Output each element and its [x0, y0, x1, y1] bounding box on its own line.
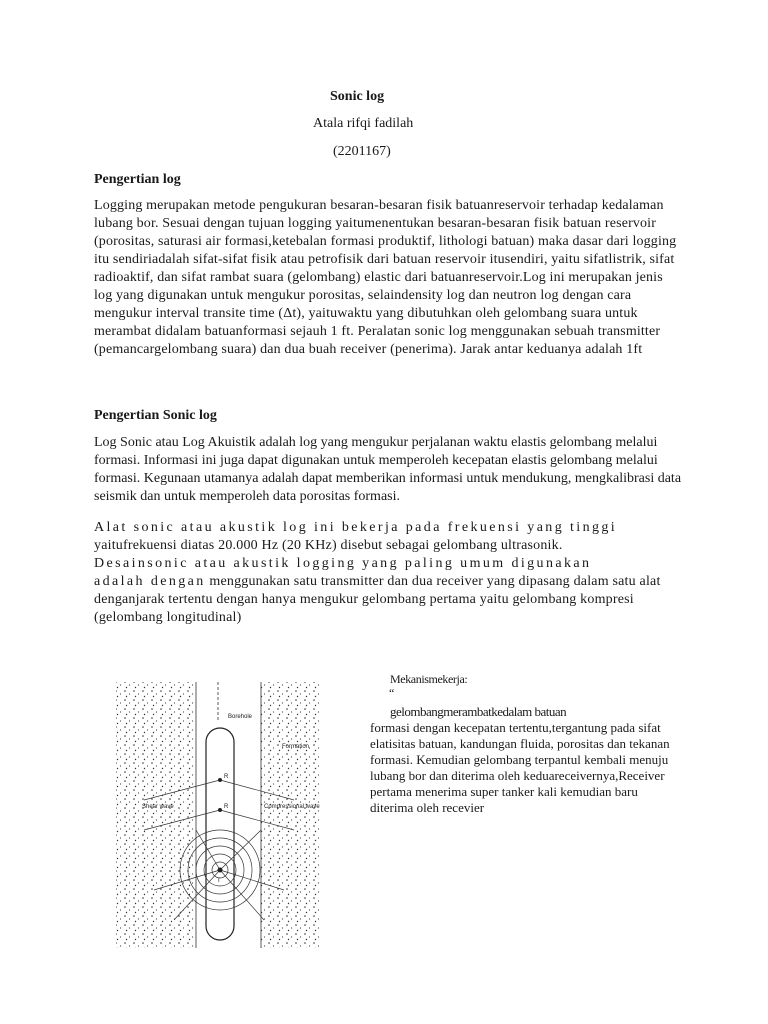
mechanism-description: [370, 704, 670, 816]
section-heading-pengertian-sonic-log: Pengertian Sonic log: [94, 408, 217, 423]
paragraph-pengertian-sonic-log: Log Sonic atau Log Akuistik adalah log yang mengukur perjalanan waktu elastis gelombang melalui formasi. Informasi ini juga dapat digunakan untuk memperoleh kecepatan elastis gelombang melalui formasi. Kegunaan utamanya adalah dapat memberikan informasi untuk mendukung, mengkalibrasi data seismik dan untuk memperoleh data porositas formasi.: [94, 435, 682, 504]
paragraph-alat-sonic: [94, 519, 684, 627]
sonic-tool-body: [206, 728, 234, 940]
paragraph-alat-sonic-line4a: adalah dengan: [94, 574, 206, 589]
document-title: Sonic log: [330, 89, 385, 104]
mechanism-first-line: gelombangmerambatkedalam batuan: [390, 704, 567, 719]
section-heading-pengertian-log: Pengertian log: [94, 172, 181, 187]
label-shear-wave: Shear wave: [142, 804, 174, 810]
sonic-tool-diagram: [114, 680, 323, 950]
paragraph-pengertian-log: Logging merupakan metode pengukuran besaran-besaran fisik batuanreservoir terhadap kedalaman lubang bor. Sesuai dengan tujuan logging yaitumenentukan besaran-besaran fisik batuan reservoir (porositas, saturasi air formasi,ketebalan formasi produktif, lithologi batuan) maka dasar dari logging itu sendiriadalah sifat-sifat fisik atau petrofisik dari batuan reservoir itusendiri, yaitu sifatlistrik, sifat radioaktif, dan sifat rambat suara (gelombang) elastic dari batuanreservoir.Log ini merupakan jenis log yang digunakan untuk mengukur porositas, selaindensity log dan neutron log dengan cara mengukur interval transite time (Δt), yaituwaktu yang dibutuhkan oleh gelombang suara untuk merambat didalam batuanformasi sejauh 1 ft. Peralatan sonic log menggunakan sebuah transmitter (pemancargelombang suara) dan dua buah receiver (penerima). Jarak antar keduanya adalah 1ft: [94, 198, 677, 357]
paragraph-alat-sonic-line1: Alat sonic atau akustik log ini bekerja pada frekuensi yang tinggi: [94, 520, 618, 535]
mechanism-label: Mekanismekerja:: [390, 672, 468, 686]
student-id: (2201167): [333, 144, 391, 159]
paragraph-alat-sonic-line2: yaitufrekuensi diatas 20.000 Hz (20 KHz) disebut sebagai gelombang ultrasonik.: [94, 538, 563, 553]
paragraph-alat-sonic-line4: [94, 573, 684, 627]
paragraph-alat-sonic-line4b: menggunakan satu transmitter dan dua receiver yang dipasang dalam satu alat denganjarak tertentu dengan hanya mengukur gelombang pertama yaitu gelombang kompresi (gelombang longitudinal): [94, 574, 661, 625]
mechanism-body: formasi dengan kecepatan tertentu,tergantung pada sifat elatisitas batuan, kandungan fluida, porositas dan tekanan formasi. Kemudian gelombang terpantul kembali menuju lubang bor dan diterima oleh keduareceivernya,Receiver pertama menerima super tanker kali kemudian baru diterima oleh recevier: [370, 720, 670, 815]
label-borehole: Borehole: [228, 714, 253, 720]
label-transmitter: T: [217, 878, 221, 884]
formation-left: [116, 682, 196, 948]
formation-right: [261, 682, 321, 948]
label-formation: Formation: [282, 744, 310, 750]
label-receiver-1: R: [224, 774, 229, 780]
paragraph-alat-sonic-line3: Desainsonic atau akustik logging yang paling umum digunakan: [94, 556, 592, 571]
label-receiver-2: R: [224, 804, 229, 810]
author-name: Atala rifqi fadilah: [313, 116, 414, 131]
opening-quote: “: [389, 686, 395, 700]
label-compressional-wave: Compressional wave: [264, 804, 320, 810]
